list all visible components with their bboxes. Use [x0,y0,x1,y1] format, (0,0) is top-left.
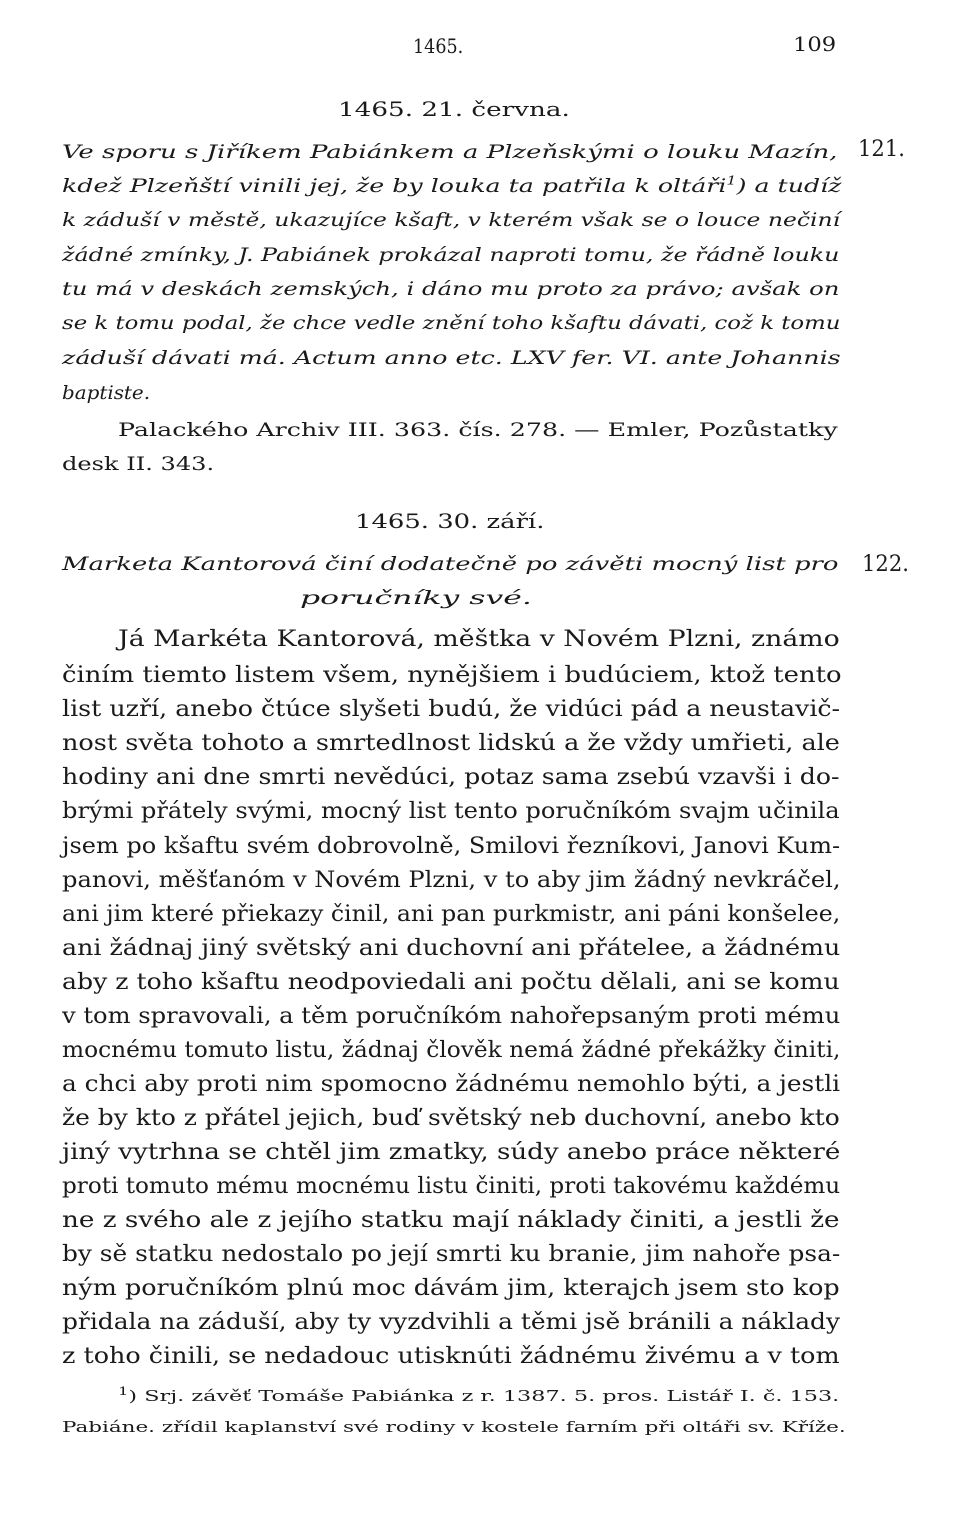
text-line: aby z toho kšaftu neodpoviedali ani počtu dělali, ani se komu [62,970,840,995]
text-line: panovi, měšťanóm v Novém Plzni, v to aby jim žádný nevkráčel, [62,868,841,893]
text-line: ani jim které přiekazy činil, ani pan purkmistr, ani páni konšelee, [62,902,841,927]
source-citation: Palackého Archiv III. 363. čís. 278. — Emler, Pozůstatky [118,419,838,441]
page-number: 109 [793,32,837,56]
text-line: hodiny ani dne smrti nevědúci, potaz sama zsebú vzavši i do- [62,765,840,790]
text-line: brými přátely svými, mocný list tento poručníkóm svajm učinila [62,799,840,824]
running-head: 1465. [413,34,464,58]
footnote-line [118,1385,840,1405]
summary-line: se k tomu podal, že chce vedle znění toho kšaftu dávati, což k tomu [62,312,841,334]
text-line: a chci aby proti nim spomocno žádnému nemohlo býti, a jestli [62,1072,841,1097]
summary-line [62,173,842,197]
source-citation: desk II. 343. [62,453,215,475]
text-line: Já Markéta Kantorová, měštka v Novém Plzni, známo [118,627,840,652]
footnote-ref: 1 [726,173,737,188]
text-line: činím tiemto listem všem, nynějšiem i budúciem, ktož tento [62,663,842,688]
summary-line: tu má v deskách zemských, i dáno mu proto za právo; avšak on [62,278,840,300]
summary-text: kdež Plzeňští vinili jej, že by louka ta patřila k oltáři [62,175,727,197]
text-line: nost světa tohoto a smrtedlnost lidskú a že vždy umřieti, ale [62,731,840,756]
text-line: jiný vytrhna se chtěl jim zmatky, súdy anebo práce některé [62,1140,841,1165]
summary-line: záduší dávati má. Actum anno etc. LXV fer. VI. ante Johannis [62,347,841,369]
summary-text: ) a tudíž [736,175,842,197]
summary-line: baptiste. [62,382,151,404]
text-line: přidala na záduší, aby ty vyzdvihli a těmi jsě bránili a náklady [62,1310,841,1335]
summary-line: k záduší v městě, ukazujíce kšaft, v kterém však se o louce nečiní [62,209,841,231]
entry-number: 122. [862,552,909,577]
text-line: v tom spravovali, a těm poručníkóm nahořepsaným proti mému [62,1004,841,1029]
text-line: list uzří, anebo čtúce slyšeti budú, že vidúci pád a neustavič- [62,697,841,722]
entry-date: 1465. 30. září. [355,509,545,533]
text-line: mocnému tomuto listu, žádnaj člověk nemá žádné překážky činiti, [62,1038,841,1063]
summary-line: Marketa Kantorová činí dodatečně po závěti mocný list pro [62,553,839,575]
text-line: že by kto z přátel jejich, buď světský neb duchovní, anebo kto [62,1106,840,1131]
text-line: by sě statku nedostalo po její smrti ku branie, jim nahoře psa- [62,1242,841,1267]
summary-line: žádné zmínky, J. Pabiánek prokázal naproti tomu, že řádně louku [62,244,840,266]
entry-date: 1465. 21. června. [338,97,570,121]
footnote-text: ) Srj. závěť Tomáše Pabiánka z r. 1387. 5. pros. Listář I. č. 153. [128,1387,840,1405]
text-line: jsem po kšaftu svém dobrovolně, Smilovi řezníkovi, Janovi Kum- [62,834,841,859]
text-line: z toho činili, se nedadouc utisknúti žádnému živému a v tom [62,1344,840,1369]
text-line: ne z svého ale z jejího statku mají náklady činiti, a jestli že [62,1208,840,1233]
text-line: ným poručníkóm plnú moc dávám jim, kterajch jsem sto kop [62,1276,840,1301]
summary-line: poručníky své. [300,587,532,609]
entry-number: 121. [858,137,905,162]
footnote-mark: 1 [118,1385,129,1398]
summary-line: Ve sporu s Jiříkem Pabiánkem a Plzeňskými o louku Mazín, [62,141,838,163]
text-line: ani žádnaj jiný světský ani duchovní ani přátelee, a žádnému [62,936,841,961]
text-line: proti tomuto mému mocnému listu činiti, proti takovému každému [62,1174,841,1199]
footnote-line: Pabiáne. zřídil kaplanství své rodiny v kostele farním při oltáři sv. Kříže. [62,1418,846,1436]
